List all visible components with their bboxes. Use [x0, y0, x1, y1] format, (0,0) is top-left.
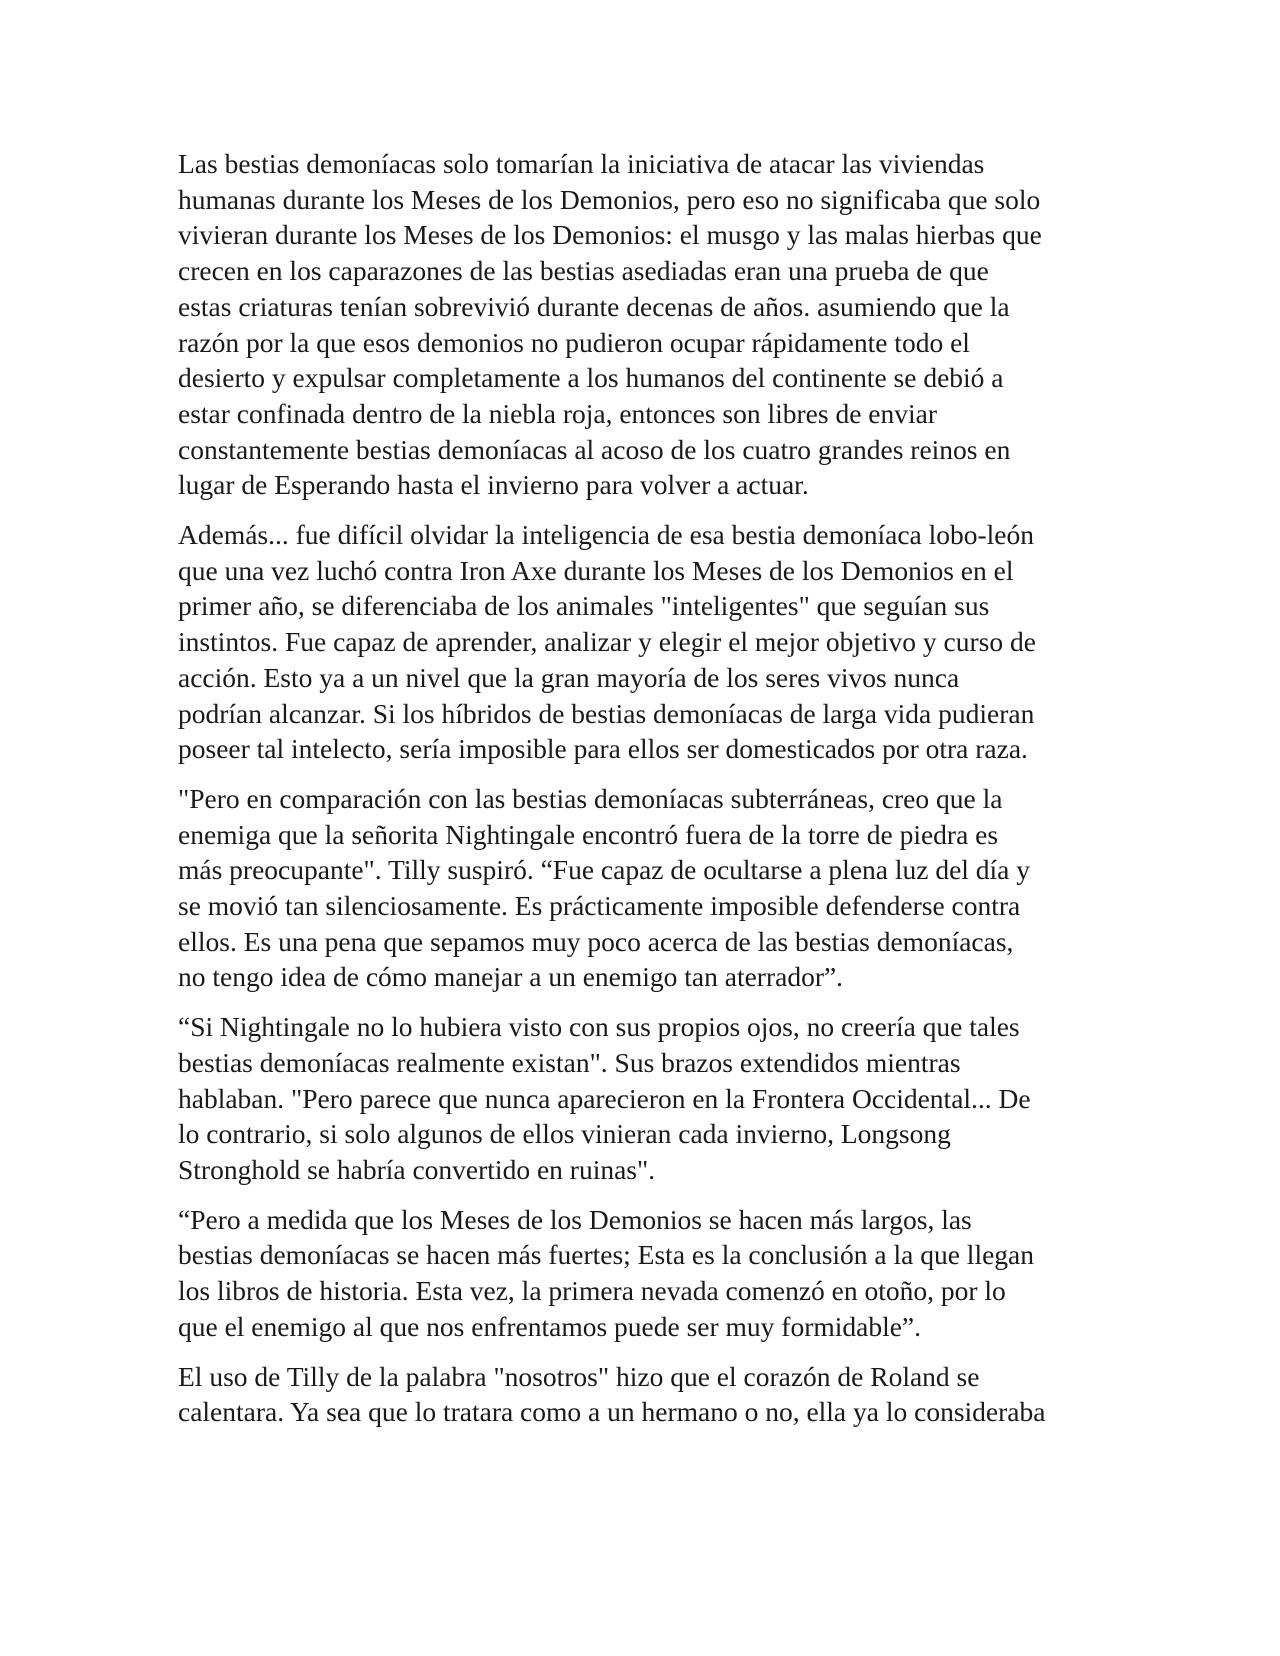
text-line: vivieran durante los Meses de los Demonios: el musgo y las malas hierbas que — [178, 219, 1042, 251]
text-line: acción. Esto ya a un nivel que la gran mayoría de los seres vivos nunca — [178, 661, 960, 693]
text-line: hablaban. "Pero parece que nunca aparecieron en la Frontera Occidental... De — [178, 1082, 1031, 1114]
text-line: enemiga que la señorita Nightingale encontró fuera de la torre de piedra es — [178, 818, 999, 850]
text-line: estas criaturas tenían sobrevivió durante decenas de años. asumiendo que la — [178, 290, 1010, 322]
text-line: primer año, se diferenciaba de los animales "inteligentes" que seguían sus — [178, 590, 990, 622]
text-line: Las bestias demoníacas solo tomarían la iniciativa de atacar las viviendas — [178, 148, 985, 179]
text-line: no tengo idea de cómo manejar a un enemigo tan aterrador”. — [178, 961, 844, 993]
text-line: crecen en los caparazones de las bestias asediadas eran una prueba de que — [178, 255, 989, 287]
text-line: razón por la que esos demonios no pudieron ocupar rápidamente todo el — [178, 326, 970, 358]
paragraph-2 — [178, 517, 1113, 767]
text-line: los libros de historia. Esta vez, la primera nevada comenzó en otoño, por lo — [178, 1275, 1006, 1307]
text-line: “Si Nightingale no lo hubiera visto con sus propios ojos, no creería que tales — [178, 1011, 1020, 1043]
text-line: constantemente bestias demoníacas al acoso de los cuatro grandes reinos en — [178, 433, 1011, 465]
paragraph-1 — [178, 146, 1113, 503]
text-line: desierto y expulsar completamente a los humanos del continente se debió a — [178, 362, 1004, 394]
text-line: lugar de Esperando hasta el invierno para volver a actuar. — [178, 469, 809, 501]
text-line: que el enemigo al que nos enfrentamos puede ser muy formidable”. — [178, 1310, 922, 1342]
paragraph-6 — [178, 1359, 1113, 1430]
document-page — [178, 146, 1113, 1444]
text-line: Stronghold se habría convertido en ruinas". — [178, 1153, 656, 1185]
text-line: instintos. Fue capaz de aprender, analizar y elegir el mejor objetivo y curso de — [178, 626, 1036, 658]
text-line: bestias demoníacas se hacen más fuertes; Esta es la conclusión a la que llegan — [178, 1239, 1035, 1271]
text-line: se movió tan silenciosamente. Es prácticamente imposible defenderse contra — [178, 890, 1021, 922]
paragraph-4 — [178, 1009, 1113, 1188]
text-line: "Pero en comparación con las bestias demoníacas subterráneas, creo que la — [178, 782, 1003, 814]
text-line: calentara. Ya sea que lo tratara como a un hermano o no, ella ya lo consideraba — [178, 1396, 1046, 1428]
text-line: que una vez luchó contra Iron Axe durante los Meses de los Demonios en el — [178, 554, 1014, 586]
text-line: estar confinada dentro de la niebla roja, entonces son libres de enviar — [178, 397, 938, 429]
text-line: “Pero a medida que los Meses de los Demonios se hacen más largos, las — [178, 1203, 972, 1235]
text-line: humanas durante los Meses de los Demonios, pero eso no significaba que solo — [178, 183, 1041, 215]
text-line: Además... fue difícil olvidar la inteligencia de esa bestia demoníaca lobo-león — [178, 519, 1035, 551]
text-line: poseer tal intelecto, sería imposible para ellos ser domesticados por otra raza. — [178, 733, 1028, 765]
text-line: ellos. Es una pena que sepamos muy poco acerca de las bestias demoníacas, — [178, 925, 1014, 957]
text-line: podrían alcanzar. Si los híbridos de bestias demoníacas de larga vida pudieran — [178, 697, 1035, 729]
paragraph-5 — [178, 1202, 1113, 1345]
text-line: lo contrario, si solo algunos de ellos vinieran cada invierno, Longsong — [178, 1118, 951, 1150]
text-line: más preocupante". Tilly suspiró. “Fue capaz de ocultarse a plena luz del día y — [178, 854, 1031, 886]
text-line: bestias demoníacas realmente existan". Sus brazos extendidos mientras — [178, 1046, 961, 1078]
paragraph-3 — [178, 781, 1113, 995]
text-line: El uso de Tilly de la palabra "nosotros" hizo que el corazón de Roland se — [178, 1360, 980, 1392]
